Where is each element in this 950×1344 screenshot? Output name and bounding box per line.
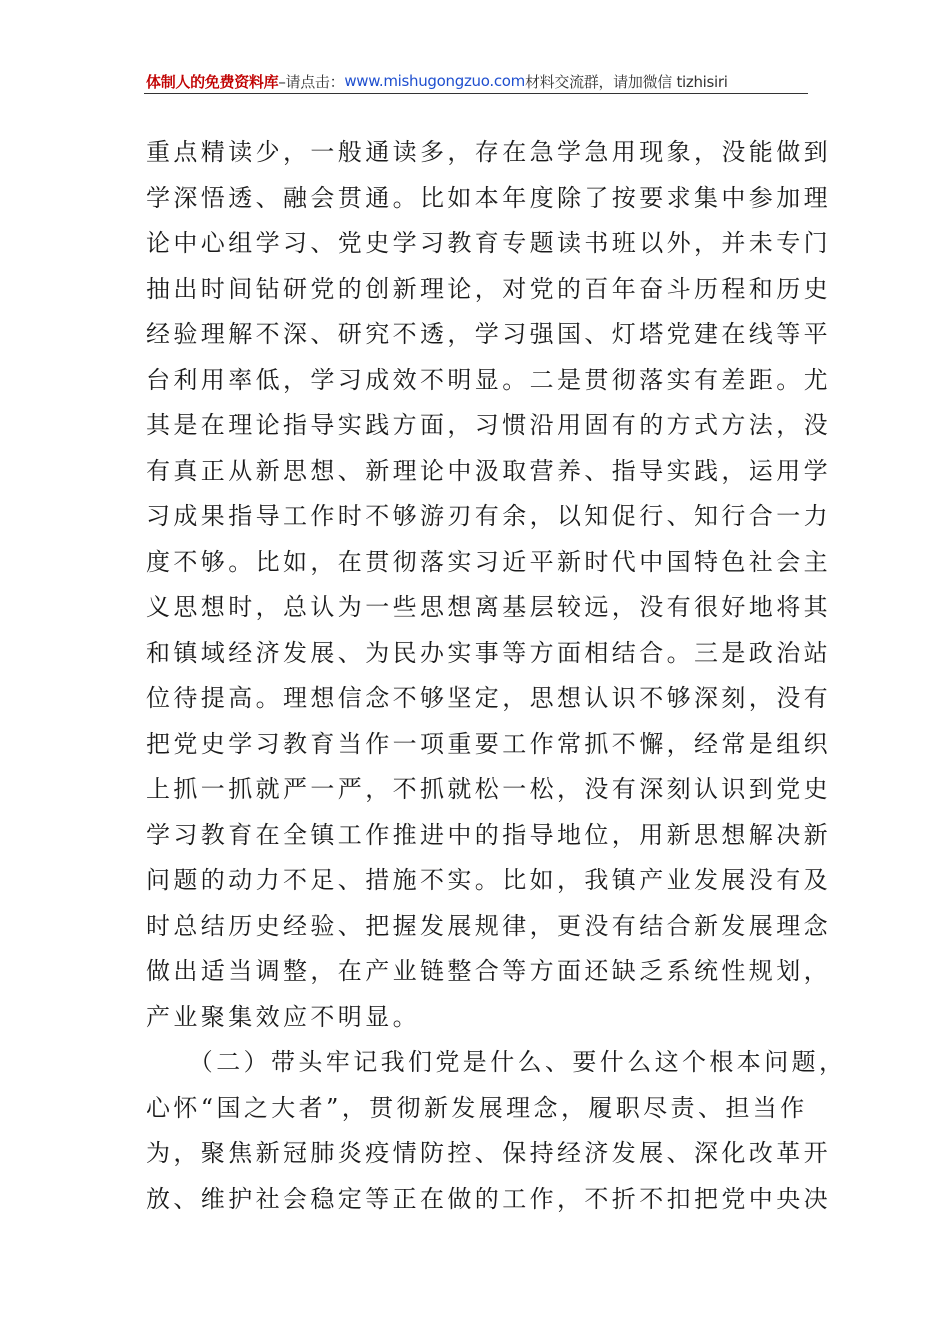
header-divider — [144, 93, 808, 94]
text-line: 上抓一抓就严一严，不抓就松一松，没有深刻认识到党史 — [146, 775, 831, 803]
text-line: 习成果指导工作时不够游刃有余，以知促行、知行合一力 — [146, 502, 831, 530]
text-line: 学深悟透、融会贯通。比如本年度除了按要求集中参加理 — [146, 183, 831, 212]
header-brand: 体制人的免费资料库 — [146, 72, 279, 91]
text-line: 放、维护社会稳定等正在做的工作，不折不扣把党中央决 — [146, 1184, 831, 1213]
text-line: （二）带头牢记我们党是什么、要什么这个根本问题， — [146, 1048, 847, 1076]
text-line: 时总结历史经验、把握发展规律，更没有结合新发展理念 — [146, 911, 831, 940]
text-line: 度不够。比如，在贯彻落实习近平新时代中国特色社会主 — [146, 547, 831, 576]
text-line: 学习教育在全镇工作推进中的指导地位，用新思想解决新 — [146, 820, 831, 849]
text-line: 义思想时，总认为一些思想离基层较远，没有很好地将其 — [146, 593, 831, 621]
document-body — [146, 130, 847, 1222]
text-line: 和镇域经济发展、为民办实事等方面相结合。三是政治站 — [146, 638, 831, 667]
text-line: 心怀“国之大者”，贯彻新发展理念，履职尽责、担当作 — [146, 1093, 808, 1122]
text-line: 其是在理论指导实践方面，习惯沿用固有的方式方法，没 — [146, 411, 831, 439]
text-line: 问题的动力不足、措施不实。比如，我镇产业发展没有及 — [146, 866, 831, 894]
text-line: 抽出时间钻研党的创新理论，对党的百年奋斗历程和历史 — [146, 274, 831, 303]
text-line: 位待提高。理想信念不够坚定，思想认识不够深刻，没有 — [146, 684, 831, 712]
text-line: 把党史学习教育当作一项重要工作常抓不懈，经常是组织 — [146, 729, 831, 758]
text-line: 论中心组学习、党史学习教育专题读书班以外，并未专门 — [146, 229, 831, 257]
text-line: 有真正从新思想、新理论中汲取营养、指导实践，运用学 — [146, 456, 831, 485]
text-line: 经验理解不深、研究不透，学习强国、灯塔党建在线等平 — [146, 320, 831, 348]
text-line: 做出适当调整，在产业链整合等方面还缺乏系统性规划， — [146, 957, 831, 985]
text-line: 为，聚焦新冠肺炎疫情防控、保持经济发展、深化改革开 — [146, 1139, 831, 1167]
header-contact-note: 材料交流群，请加微信 tizhisiri — [524, 72, 728, 91]
text-line: 产业聚集效应不明显。 — [146, 1002, 420, 1031]
header-prompt: –请点击： — [278, 72, 345, 91]
text-line: 重点精读少，一般通读多，存在急学急用现象，没能做到 — [146, 138, 831, 166]
page-header — [146, 66, 806, 96]
text-line: 台利用率低，学习成效不明显。二是贯彻落实有差距。尤 — [146, 365, 831, 394]
header-website-link[interactable]: www.mishugongzuo.com — [344, 72, 525, 90]
